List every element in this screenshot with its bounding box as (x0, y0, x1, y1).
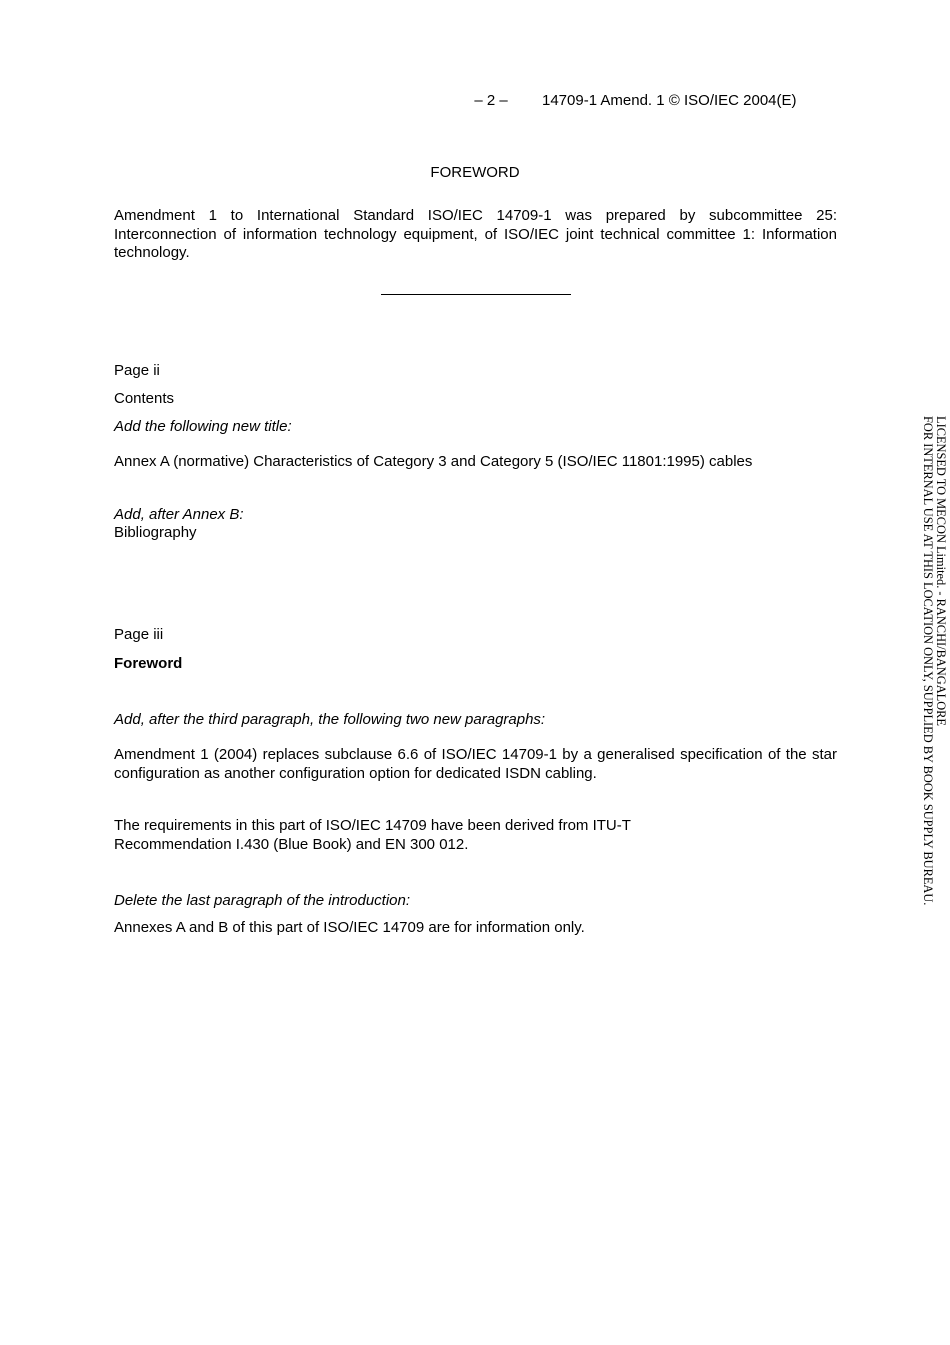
annex-a-title: Annex A (normative) Characteristics of Category 3 and Category 5 (ISO/IEC 11801:1995) cables (114, 453, 753, 470)
section-divider (381, 294, 571, 295)
bibliography-entry: Bibliography (114, 524, 197, 541)
foreword-heading: Foreword (114, 655, 183, 672)
page-number: – 2 – (474, 92, 508, 109)
delete-instruction: Delete the last paragraph of the introduction: (114, 892, 411, 909)
license-notice (921, 416, 947, 936)
foreword-paragraph: Amendment 1 to International Standard ISO/IEC 14709-1 was prepared by subcommittee 25: Interconnection of information technology equipment, of ISO/IEC joint technical committee 1: Information technology. (114, 207, 837, 261)
page-header (440, 92, 837, 111)
add-title-instruction: Add the following new title: (114, 418, 292, 435)
deleted-paragraph: Annexes A and B of this part of ISO/IEC 14709 are for information only. (114, 919, 585, 936)
page-iii-label: Page iii (114, 626, 164, 643)
add-after-annex-b-instruction: Add, after Annex B: (114, 506, 244, 523)
foreword-title: FOREWORD (430, 164, 520, 181)
page-ii-label: Page ii (114, 362, 160, 379)
requirements-line-2: Recommendation I.430 (Blue Book) and EN 300 012. (114, 835, 469, 853)
contents-heading: Contents (114, 390, 175, 407)
add-paragraphs-instruction: Add, after the third paragraph, the following two new paragraphs: (114, 711, 546, 728)
amendment-paragraph: Amendment 1 (2004) replaces subclause 6.6 of ISO/IEC 14709-1 by a generalised specification of the star configuration as another configuration option for dedicated ISDN cabling. (114, 746, 837, 782)
requirements-line-1: The requirements in this part of ISO/IEC 14709 have been derived from ITU-T (114, 817, 631, 834)
standard-reference: 14709-1 Amend. 1 © ISO/IEC 2004(E) (542, 92, 797, 109)
license-line-1: LICENSED TO MECON Limited. - RANCHI/BANGALORE (934, 416, 948, 726)
license-line-2: FOR INTERNAL USE AT THIS LOCATION ONLY, SUPPLIED BY BOOK SUPPLY BUREAU. (921, 416, 935, 906)
requirements-paragraph (114, 817, 837, 854)
